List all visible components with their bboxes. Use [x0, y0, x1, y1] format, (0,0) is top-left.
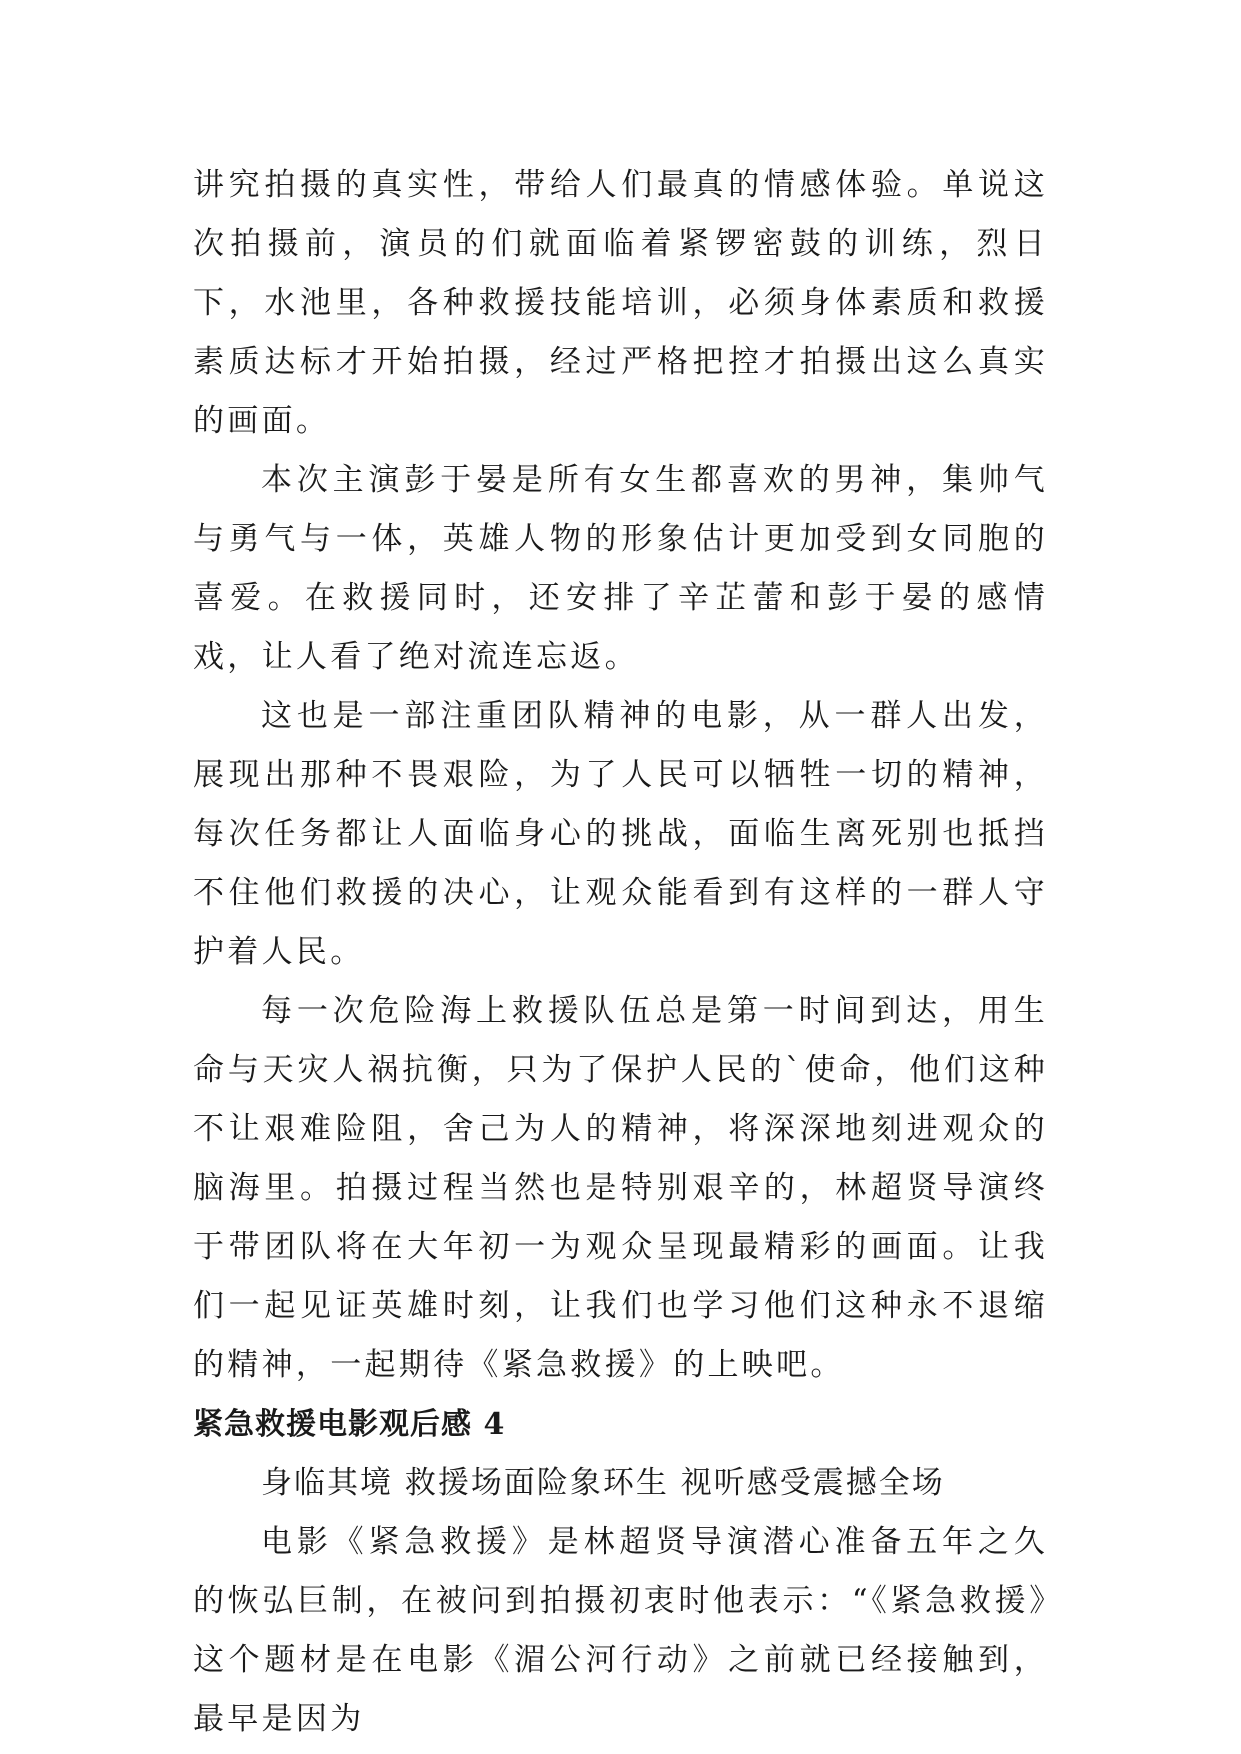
paragraph-lead-actor: 本次主演彭于晏是所有女生都喜欢的男神，集帅气与勇气与一体，英雄人物的形象估计更加受到女同胞的喜爱。在救援同时，还安排了辛芷蕾和彭于晏的感情戏，让人看了绝对流连忘返。 [193, 462, 1048, 675]
paragraph-team-spirit: 这也是一部注重团队精神的电影，从一群人出发，展现出那种不畏艰险，为了人民可以牺牲一切的精神，每次任务都让人面临身心的挑战，面临生离死别也抵挡不住他们救援的决心，让观众能看到有这样的一群人守护着人民。 [193, 698, 1048, 970]
paragraph-rescue-mission: 每一次危险海上救援队伍总是第一时间到达，用生命与天灾人祸抗衡，只为了保护人民的`使命，他们这种不让艰难险阻，舍己为人的精神，将深深地刻进观众的脑海里。拍摄过程当然也是特别艰辛的，林超贤导演终于带团队将在大年初一为观众呈现最精彩的画面。让我们一起见证英雄时刻，让我们也学习他们这种永不退缩的精神，一起期待《紧急救援》的上映吧。 [193, 993, 1048, 1383]
document-body [193, 156, 1048, 1749]
paragraph-film-intro: 电影《紧急救援》是林超贤导演潜心准备五年之久的恢弘巨制，在被问到拍摄初衷时他表示：“《紧急救援》这个题材是在电影《湄公河行动》之前就已经接触到，最早是因为 [193, 1524, 1048, 1737]
paragraph-continued: 讲究拍摄的真实性，带给人们最真的情感体验。单说这次拍摄前，演员的们就面临着紧锣密鼓的训练，烈日下，水池里，各种救援技能培训，必须身体素质和救援素质达标才开始拍摄，经过严格把控才拍摄出这么真实的画面。 [193, 167, 1048, 439]
section-subtitle: 身临其境 救援场面险象环生 视听感受震撼全场 [261, 1465, 945, 1501]
section-title: 紧急救援电影观后感 4 [193, 1407, 506, 1442]
